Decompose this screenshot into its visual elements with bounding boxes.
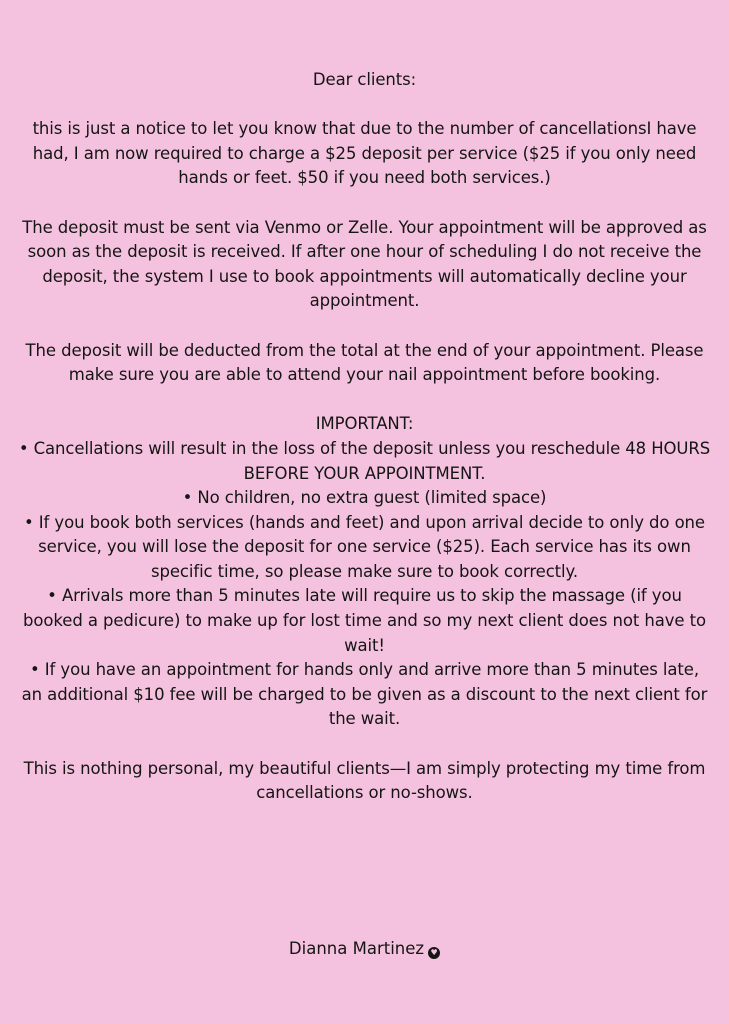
- important-item-both-services: • If you book both services (hands and feet) and upon arrival decide to only do one service, you will lose the deposit for one service ($25). Each service has its own specific time, so please make sure to book correctly.: [24, 512, 705, 581]
- signature-name: Dianna Martinez: [288, 939, 425, 958]
- payment-paragraph: The deposit must be sent via Venmo or Zelle. Your appointment will be approved as soon as the deposit is received. If after one hour of scheduling I do not receive the deposit, the system I use to book appointments will automatically decline your appointment.: [22, 217, 707, 311]
- important-item-late-fee: • If you have an appointment for hands only and arrive more than 5 minutes late, an additional $10 fee will be charged to be given as a discount to the next client for the wait.: [21, 660, 708, 729]
- paragraph-spacer: [18, 314, 711, 339]
- paragraph-spacer: [18, 732, 711, 757]
- important-item-late-arrivals: • Arrivals more than 5 minutes late will require us to skip the massage (if you booked a pedicure) to make up for lost time and so my next client does not have to wait!: [23, 586, 706, 655]
- signature: [0, 937, 729, 961]
- paragraph-spacer: [18, 93, 711, 118]
- important-heading: IMPORTANT:: [315, 414, 414, 434]
- paragraph-spacer: [18, 191, 711, 216]
- greeting: Dear clients:: [312, 70, 417, 89]
- heart-icon: ♥: [428, 947, 440, 959]
- notice-text: [18, 68, 711, 806]
- deposit-notice-paragraph: this is just a notice to let you know that due to the number of cancellationsI have had, I am now required to charge a $25 deposit per service ($25 if you only need hands or feet. $50 if you need both services.): [32, 119, 697, 188]
- closing-paragraph: This is nothing personal, my beautiful clients—I am simply protecting my time from cancellations or no-shows.: [23, 758, 706, 803]
- deduction-paragraph: The deposit will be deducted from the total at the end of your appointment. Please make sure you are able to attend your nail appointment before booking.: [25, 340, 704, 385]
- paragraph-spacer: [18, 388, 711, 413]
- important-item-cancellations: • Cancellations will result in the loss of the deposit unless you reschedule 48 HOURS BEFORE YOUR APPOINTMENT.: [18, 438, 711, 483]
- important-item-no-children: • No children, no extra guest (limited space): [182, 488, 547, 508]
